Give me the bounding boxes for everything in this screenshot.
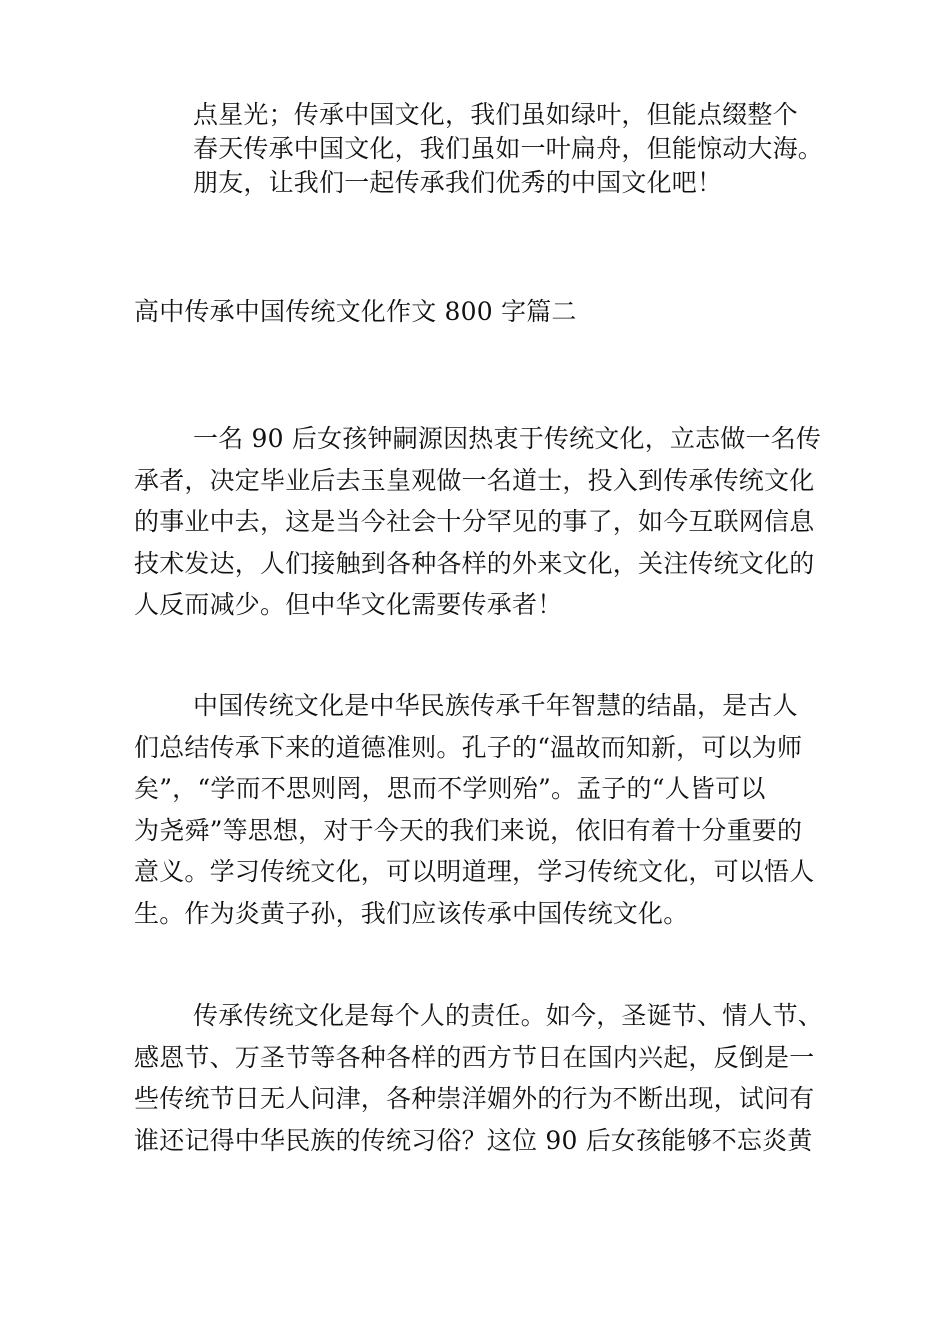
text-line: 点星光；传承中国文化，我们虽如绿叶，但能点缀整个 (193, 100, 798, 129)
text-line: 意义。学习传统文化，可以明道理，学习传统文化，可以悟人 (134, 857, 815, 886)
text-line: 朋友，让我们一起传承我们优秀的中国文化吧！ (193, 168, 723, 197)
text-line: 谁还记得中华民族的传统习俗？这位 90 后女孩能够不忘炎黄 (134, 1125, 813, 1155)
text-line: 感恩节、万圣节等各种各样的西方节日在国内兴起，反倒是一 (134, 1042, 815, 1072)
text-line: 技术发达，人们接触到各种各样的外来文化，关注传统文化的 (134, 548, 815, 578)
section-heading (134, 295, 834, 329)
text-line: 生。作为炎黄子孙，我们应该传承中国传统文化。 (134, 898, 689, 928)
text-line: 的事业中去，这是当今社会十分罕见的事了，如今互联网信息 (134, 507, 815, 536)
text-line: 中国传统文化是中华民族传承千年智慧的结晶，是古人 (193, 691, 798, 720)
body-paragraph (134, 685, 834, 934)
section-heading-text: 高中传承中国传统文化作文 800 字篇二 (134, 297, 577, 326)
text-line: 传承传统文化是每个人的责任。如今，圣诞节、情人节、 (193, 1001, 824, 1030)
text-line: 为尧舜”等思想，对于今天的我们来说，依旧有着十分重要的 (134, 815, 803, 845)
text-line: 们总结传承下来的道德准则。孔子的“温故而知新，可以为师 (134, 732, 803, 762)
body-paragraph (134, 995, 834, 1161)
text-line: 一名 90 后女孩钟嗣源因热衷于传统文化，立志做一名传 (193, 424, 822, 453)
text-line: 承者，决定毕业后去玉皇观做一名道士，投入到传承传统文化 (134, 465, 815, 495)
continued-paragraph (134, 98, 834, 200)
text-line: 矣”，“学而不思则罔，思而不学则殆”。孟子的“人皆可以 (134, 774, 766, 803)
text-line: 些传统节日无人问津，各种崇洋媚外的行为不断出现，试问有 (134, 1084, 815, 1113)
text-line: 春天传承中国文化，我们虽如一叶扁舟，但能惊动大海。 (193, 134, 824, 163)
body-paragraph (134, 418, 834, 626)
text-line: 人反而减少。但中华文化需要传承者！ (134, 590, 563, 619)
